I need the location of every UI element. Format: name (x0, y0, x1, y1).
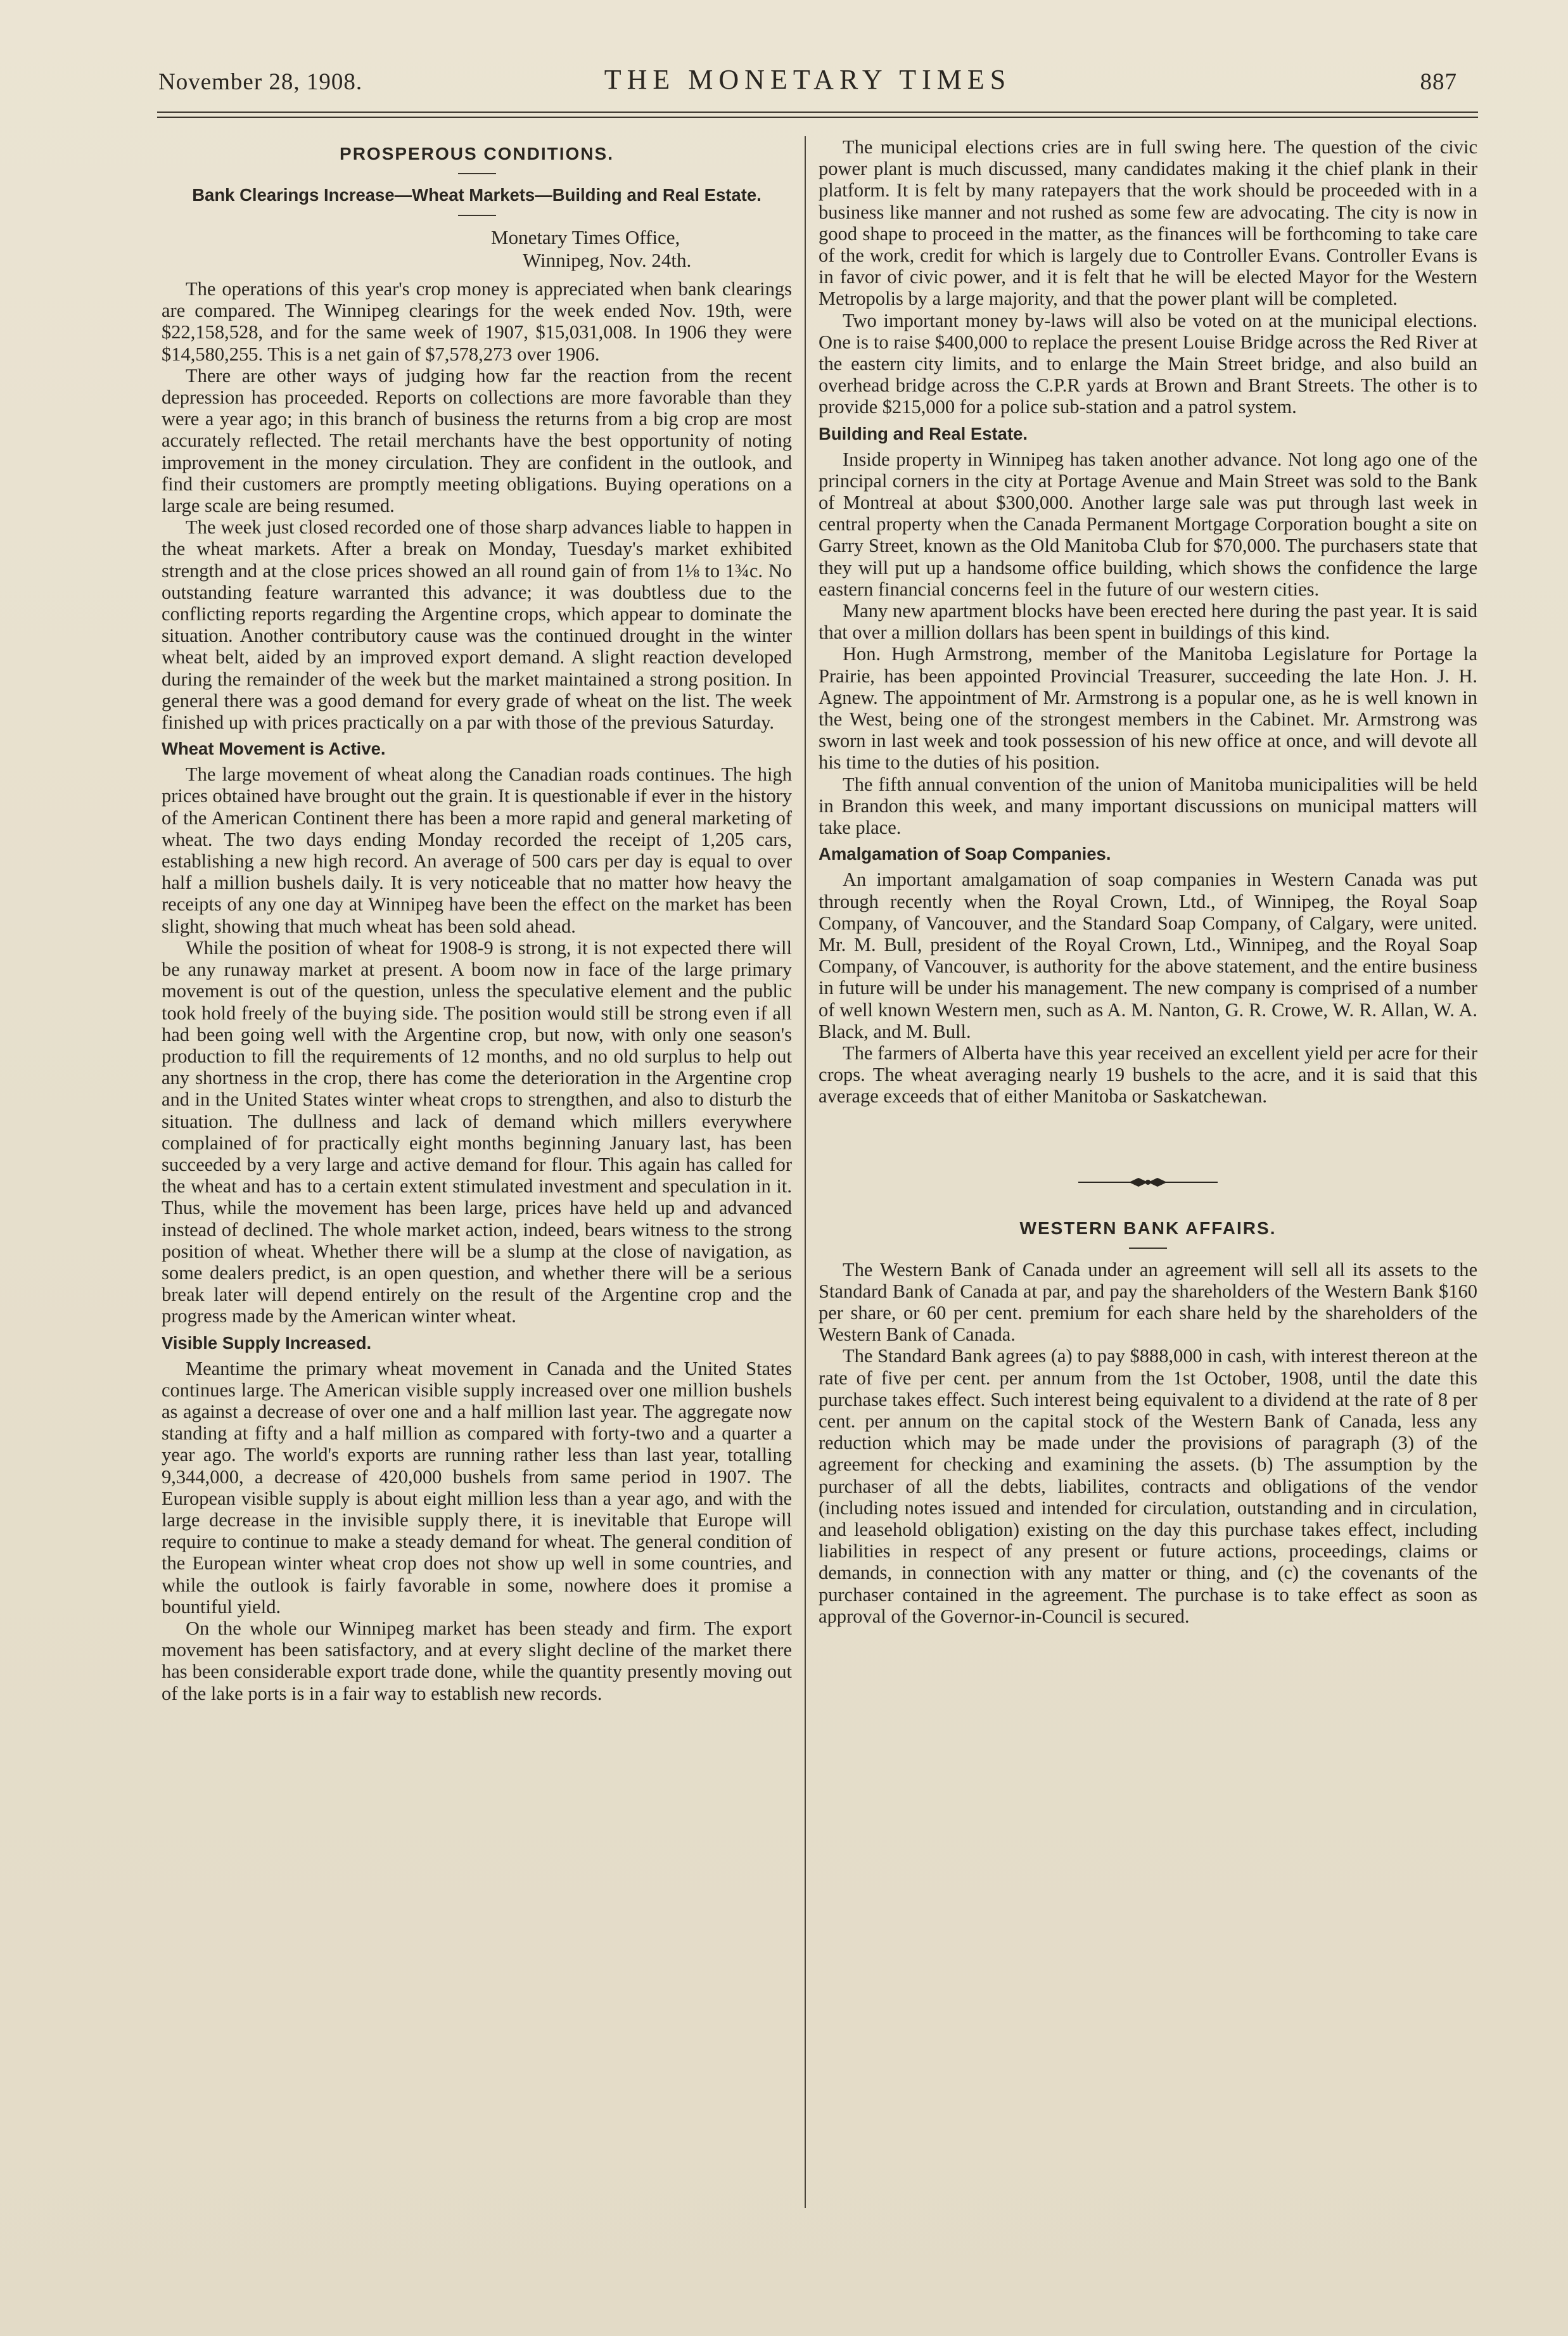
paragraph: The fifth annual convention of the union of Manitoba municipalities will be held in Brandon this week, and many important discussions on municipal matters will take place. (819, 773, 1477, 839)
paragraph: The large movement of wheat along the Canadian roads continues. The high prices obtained have brought out the grain. It is questionable if ever in the history of the American Continent there has been a more rapid and general marketing of wheat. The two days ending Monday recorded the receipt of 1,205 cars, establishing a new high record. An average of 500 cars per day is equal to over half a million bushels daily. It is very noticeable that no matter how heavy the receipts of any one day at Winnipeg have been the effect on the market has been slight, showing that much wheat has been sold ahead. (162, 763, 792, 937)
section-divider-ornament (819, 1174, 1477, 1193)
paragraph: Hon. Hugh Armstrong, member of the Manitoba Legislature for Portage la Prairie, has been appointed Provincial Treasurer, succeeding the late Hon. J. H. Agnew. The appointment of Mr. Armstrong is a popular one, as he is well known in the West, being one of the strongest members in the Cabinet. Mr. Armstrong was sworn in last week and took possession of his new office at once, and will devote all his time to the duties of his position. (819, 643, 1477, 774)
title-dash (458, 173, 496, 174)
section-heading-wheat: Wheat Movement is Active. (162, 739, 386, 759)
paragraph: Meantime the primary wheat movement in Canada and the United States continues large. The American visible supply increased over one million bushels as against a decrease of over one and a half million last year. The aggregate now standing at fifty and a half million as compared with forty-two and a quarter a year ago. The world's exports are running rather less than last year, totalling 9,344,000, a decrease of 420,000 bushels from same period in 1907. The European visible supply is about eight million less than a year ago, and with the large decrease in the invisible supply there, it is inevitable that Europe will require to continue to make a steady demand for wheat. The general condition of the European winter wheat crop does not show up well in some countries, and while the outlook is fairly favorable in some, nowhere does it promise a bountiful yield. (162, 1357, 792, 1618)
section-heading-building: Building and Real Estate. (819, 423, 1028, 444)
column-left (162, 136, 792, 1704)
column-right (819, 136, 1477, 1627)
masthead: THE MONETARY TIMES (604, 64, 1012, 95)
paragraph: Two important money by-laws will also be voted on at the municipal elections. One is to raise $400,000 to replace the present Louise Bridge across the Red River at the eastern city limits, and to enlarge the Main Street bridge, and also build an overhead bridge across the C.P.R yards at Brown and Brant Streets. The other is to provide $215,000 for a police sub-station and a patrol system. (819, 309, 1477, 418)
paragraph: The operations of this year's crop money is appreciated when bank clearings are compared. The Winnipeg clearings for the week ended Nov. 19th, were $22,158,528, and for the same week of 1907, $15,031,008. In 1906 they were $14,580,255. This is a net gain of $7,578,273 over 1906. (162, 278, 792, 365)
dateline-place: Winnipeg, Nov. 24th. (523, 249, 692, 271)
paragraph: The Western Bank of Canada under an agreement will sell all its assets to the Standard Bank of Canada at par, and pay the shareholders of the Western Bank $160 per share, or 60 per cent. premium for each share held by the shareholders of the Western Bank of Canada. (819, 1258, 1477, 1346)
section-heading-visible-supply: Visible Supply Increased. (162, 1332, 372, 1353)
ornament-icon (1078, 1176, 1218, 1189)
paragraph: Inside property in Winnipeg has taken another advance. Not long ago one of the principal corners in the city at Portage Avenue and Main Street was sold to the Bank of Montreal at about $300,000. Another large sale was put through last week in central property when the Canada Permanent Mortgage Corporation bought a site on Garry Street, known as the Old Manitoba Club for $70,000. The purchasers state that they will put up a handsome office building, which shows the confidence the large eastern financial concerns feel in the future of our western cities. (819, 448, 1477, 600)
page-header (158, 63, 1457, 108)
section-heading-soap: Amalgamation of Soap Companies. (819, 844, 1111, 864)
paragraph: The farmers of Alberta have this year received an excellent yield per acre for their crops. The wheat averaging nearly 19 bushels to the acre, and it is said that this average exceeds that of either Manitoba or Saskatchewan. (819, 1042, 1477, 1107)
column-divider (805, 136, 806, 2208)
subtitle-dash (458, 215, 496, 216)
title-dash (1129, 1248, 1167, 1249)
paragraph: The week just closed recorded one of those sharp advances liable to happen in the wheat markets. After a break on Monday, Tuesday's market exhibited strength and at the close prices showed an all round gain of from 1⅛ to 1¾c. No outstanding feature warranted this advance; it was doubtless due to the conflicting reports regarding the Argentine crops, which appear to dominate the situation. Another contributory cause was the continued drought in the winter wheat belt, aided by an improved export demand. A slight reaction developed during the remainder of the week but the market maintained a strong position. In general there was a good demand for every grade of wheat on the list. The week finished up with prices practically on a par with those of the previous Saturday. (162, 516, 792, 734)
paragraph: Many new apartment blocks have been erected here during the past year. It is said that over a million dollars has been spent in buildings of this kind. (819, 600, 1477, 644)
issue-date: November 28, 1908. (158, 69, 363, 95)
paragraph: On the whole our Winnipeg market has been steady and firm. The export movement has been satisfactory, and at every slight decline of the market there has been considerable export trade done, while the quantity presently moving out of the lake ports is in a fair way to establish new records. (162, 1617, 792, 1704)
dateline-office: Monetary Times Office, (491, 226, 680, 248)
paragraph: There are other ways of judging how far the reaction from the recent depression has proceeded. Reports on collections are more favorable than they were a year ago; in this branch of business the returns from a big crop are most accurately reflected. The retail merchants have the best opportunity of noting improvement in the money circulation. They are confident in the outlook, and find their customers are promptly meeting obligations. Buying operations on a large scale are being resumed. (162, 364, 792, 517)
page-number: 887 (1420, 69, 1457, 95)
article-title-western-bank: WESTERN BANK AFFAIRS. (1019, 1218, 1277, 1238)
header-rule-top (157, 112, 1478, 113)
paragraph: An important amalgamation of soap companies in Western Canada was put through recently when the Royal Crown, Ltd., of Winnipeg, the Royal Soap Company, of Vancouver, and the Standard Soap Company, of Calgary, were united. Mr. M. Bull, president of the Royal Crown, Ltd., Winnipeg, and the Royal Soap Company, of Vancouver, is authority for the above statement, and the entire business in future will be under his management. The new company is comprised of a number of well known Western men, such as A. M. Nanton, G. R. Crowe, W. R. Allan, W. A. Black, and M. Bull. (819, 869, 1477, 1042)
paragraph: The Standard Bank agrees (a) to pay $888,000 in cash, with interest thereon at the rate of five per cent. per annum from the 1st October, 1908, until the date this purchase takes effect. Such interest being equivalent to a dividend at the rate of 8 per cent. per annum on the capital stock of the Western Bank of Canada, less any reduction which may be made under the provisions of paragraph (3) of the agreement for checking and examining the assets. (b) The assumption by the purchaser of all the debts, liabilites, contracts and obligations of the vendor (including notes issued and intended for circulation, outstanding and in circulation, and leasehold obligation) existing on the day this purchase takes effect, including liabilities in respect of any present or future actions, proceedings, claims or demands, in connection with any matter or thing, and (c) the covenants of the purchaser contained in the agreement. The purchase is to take effect as soon as approval of the Governor-in-Council is secured. (819, 1345, 1477, 1627)
article-subtitle: Bank Clearings Increase—Wheat Markets—Building and Real Estate. (192, 185, 762, 205)
header-rule-bottom (157, 117, 1478, 118)
article-title: PROSPEROUS CONDITIONS. (340, 144, 614, 163)
paragraph: While the position of wheat for 1908-9 is strong, it is not expected there will be any runaway market at present. A boom now in face of the large primary movement is out of the question, unless the speculative element and the public took hold freely of the buying side. The position would still be strong even if all had been going well with the Argentine crop, but now, with only one season's production to fill the requirements of 12 months, and no old surplus to help out any shortness in the crop, there has come the deterioration in the Argentine crop and in the United States winter wheat crops to strengthen, and also to disturb the situation. The dullness and lack of demand which millers everywhere complained of for practically eight months beginning January last, has been succeeded by a very large and active demand for flour. This again has called for the wheat and has to a certain extent stimulated investment and speculation in it. Thus, while the movement has been large, prices have held up and advanced instead of declined. The whole market action, indeed, bears witness to the strong position of wheat. Whether there will be a slump at the close of navigation, as some dealers predict, is an open question, and whether there will be a serious break later will depend entirely on the result of the Argentine crop and the progress made by the American winter wheat. (162, 936, 792, 1327)
paragraph: The municipal elections cries are in full swing here. The question of the civic power plant is much discussed, many candidates making it the chief plank in their platform. It is felt by many ratepayers that the work should be proceeded with in a business like manner and not rushed as some few are advocating. The city is now in good shape to proceed in the matter, as the finances will be forthcoming to take care of the work, credit for which is largely due to Controller Evans. Controller Evans is in favor of civic power, and it is felt that he will be elected Mayor for the Western Metropolis by a large majority, and that the power plant will be completed. (819, 136, 1477, 310)
dateline (162, 226, 792, 272)
